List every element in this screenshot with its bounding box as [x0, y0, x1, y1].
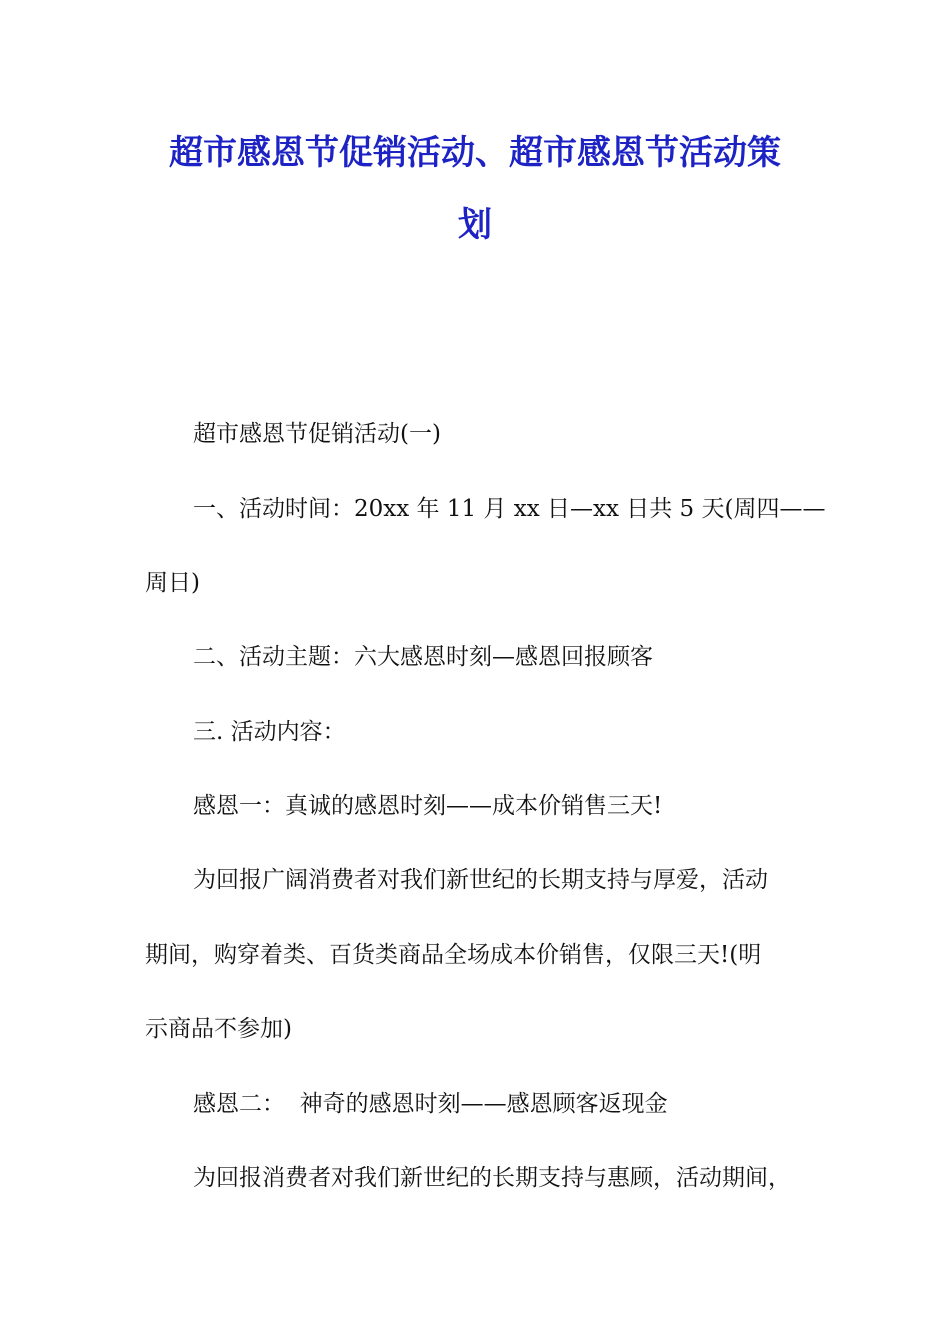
- section-heading: 超市感恩节促销活动(一): [193, 421, 441, 447]
- gratitude-one-heading: 感恩一：真诚的感恩时刻——成本价销售三天!: [193, 793, 663, 819]
- document-title-line-1: 超市感恩节促销活动、超市感恩节活动策: [169, 133, 781, 173]
- activity-time-line-2: 周日): [145, 570, 200, 596]
- gratitude-two-body-line-1: 为回报消费者对我们新世纪的长期支持与惠顾，活动期间，: [193, 1165, 791, 1191]
- activity-content-heading: 三. 活动内容：: [193, 719, 346, 745]
- activity-time-line-1: 一、活动时间：20xx 年 11 月 xx 日—xx 日共 5 天(周四——: [193, 496, 826, 522]
- gratitude-one-body-line-1: 为回报广阔消费者对我们新世纪的长期支持与厚爱，活动: [193, 867, 768, 893]
- activity-theme: 二、活动主题：六大感恩时刻—感恩回报顾客: [193, 644, 653, 670]
- gratitude-two-heading: 感恩二： 神奇的感恩时刻——感恩顾客返现金: [193, 1091, 668, 1117]
- gratitude-one-body-line-3: 示商品不参加): [145, 1016, 292, 1042]
- document-title-line-2: 划: [458, 205, 492, 245]
- gratitude-one-body-line-2: 期间，购穿着类、百货类商品全场成本价销售，仅限三天!(明: [145, 942, 762, 968]
